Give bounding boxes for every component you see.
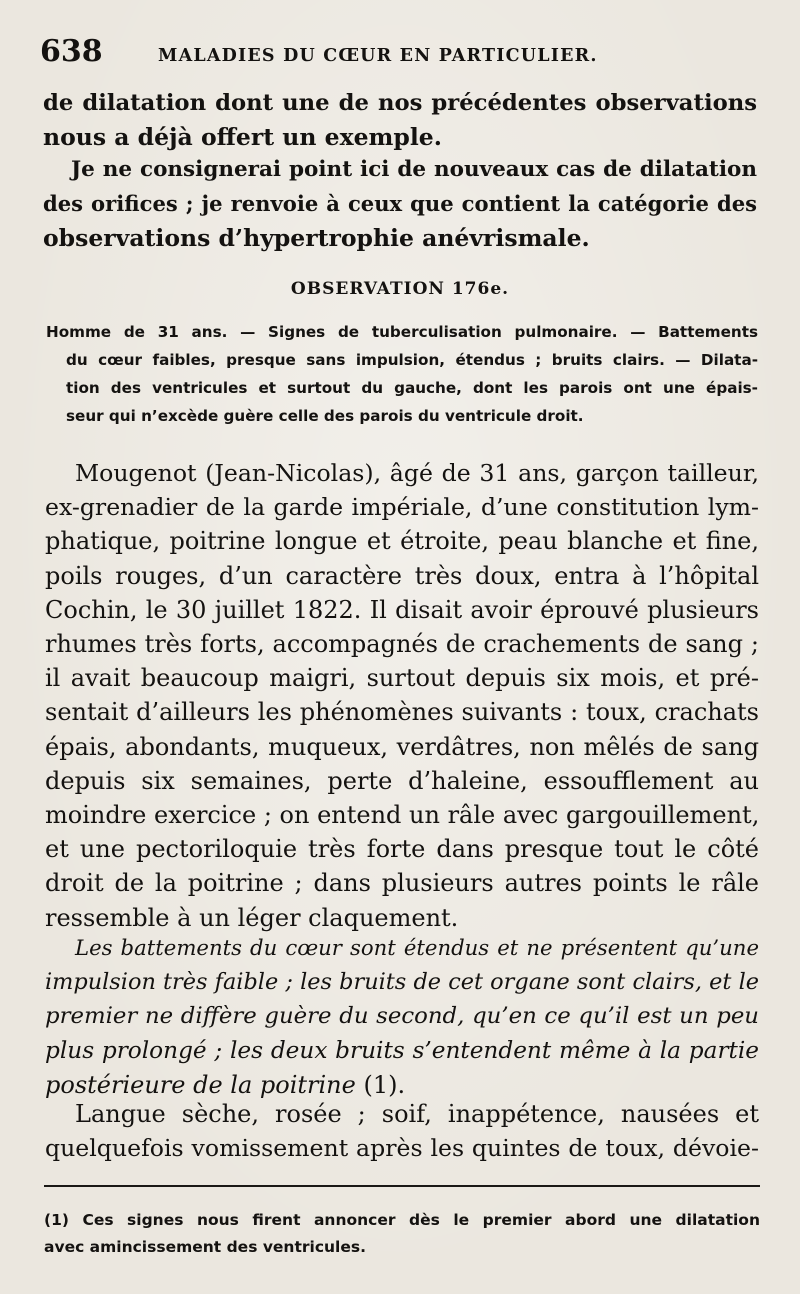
text-line: avec amincissement des ventricules. <box>44 1238 366 1256</box>
text-line: (1) Ces signes nous firent annoncer dès le premier abord une dilatation <box>44 1211 760 1229</box>
text-line: plus prolongé ; les deux bruits s’entendent même à la partie <box>45 1036 759 1064</box>
footnote-reference: (1). <box>355 1070 406 1099</box>
text-line: sentait d’ailleurs les phénomènes suivants : toux, crachats <box>45 698 759 727</box>
dilatation-paragraph <box>43 153 757 255</box>
text-line: impulsion très faible ; les bruits de cet organe sont clairs, et le <box>45 969 759 996</box>
footnote-rule <box>44 1185 760 1187</box>
footnote <box>44 1207 760 1261</box>
text-line: phatique, poitrine longue et étroite, peau blanche et fine, <box>45 527 759 556</box>
text-line: des orifices ; je renvoie à ceux que contient la catégorie des <box>43 191 757 216</box>
text-line: observations d’hypertrophie anévrismale. <box>43 224 590 252</box>
text-line: Homme de 31 ans. — Signes de tuberculisation pulmonaire. — Battements <box>46 323 758 341</box>
running-title: MALADIES DU CŒUR EN PARTICULIER. <box>158 46 598 66</box>
text-line: Cochin, le 30 juillet 1822. Il disait avoir éprouvé plusieurs <box>45 595 759 624</box>
heart-signs-paragraph <box>45 931 759 1102</box>
text-line-italic: postérieure de la poitrine <box>45 1070 356 1099</box>
text-line: et une pectoriloquie très forte dans presque tout le côté <box>45 835 759 864</box>
page-number: 638 <box>40 34 103 69</box>
text-line: droit de la poitrine ; dans plusieurs autres points le râle <box>45 869 759 898</box>
text-line: moindre exercice ; on entend un râle avec gargouillement, <box>45 801 760 830</box>
case-paragraph <box>45 456 759 935</box>
text-line: du cœur faibles, presque sans impulsion, étendus ; bruits clairs. — Dilata- <box>66 351 758 369</box>
text-line: Langue sèche, rosée ; soif, inappétence, nausées et <box>75 1100 759 1128</box>
text-line: Mougenot (Jean-Nicolas), âgé de 31 ans, garçon tailleur, <box>75 459 759 487</box>
text-line: de dilatation dont une de nos précédentes observations <box>43 90 757 116</box>
text-line: quelquefois vomissement après les quintes de toux, dévoie- <box>45 1134 759 1163</box>
text-line: depuis six semaines, perte d’haleine, essoufflement au <box>45 766 759 795</box>
text-line: il avait beaucoup maigri, surtout depuis six mois, et pré- <box>45 664 759 693</box>
text-line: seur qui n’excède guère celle des parois du ventricule droit. <box>66 407 584 425</box>
text-line: ressemble à un léger claquement. <box>45 903 459 932</box>
text-line: rhumes très forts, accompagnés de crachements de sang ; <box>45 630 759 659</box>
text-line: épais, abondants, muqueux, verdâtres, non mêlés de sang <box>45 732 759 761</box>
text-line: tion des ventricules et surtout du gauche, dont les parois ont une épais- <box>66 379 758 397</box>
text-line: Les battements du cœur sont étendus et ne présentent qu’une <box>75 935 759 960</box>
running-head <box>40 34 760 78</box>
observation-title: OBSERVATION 176e. <box>290 279 510 299</box>
text-line: Je ne consignerai point ici de nouveaux cas de dilatation <box>71 157 757 182</box>
text-line: poils rouges, d’un caractère très doux, entra à l’hôpital <box>45 561 759 590</box>
observation-summary <box>46 318 758 430</box>
intro-paragraph <box>43 86 757 154</box>
tongue-paragraph <box>45 1097 759 1165</box>
text-line: nous a déjà offert un exemple. <box>43 123 442 151</box>
text-line: ex-grenadier de la garde impériale, d’une constitution lym- <box>45 493 759 522</box>
text-line: premier ne diffère guère du second, qu’en ce qu’il est un peu <box>45 1003 759 1030</box>
